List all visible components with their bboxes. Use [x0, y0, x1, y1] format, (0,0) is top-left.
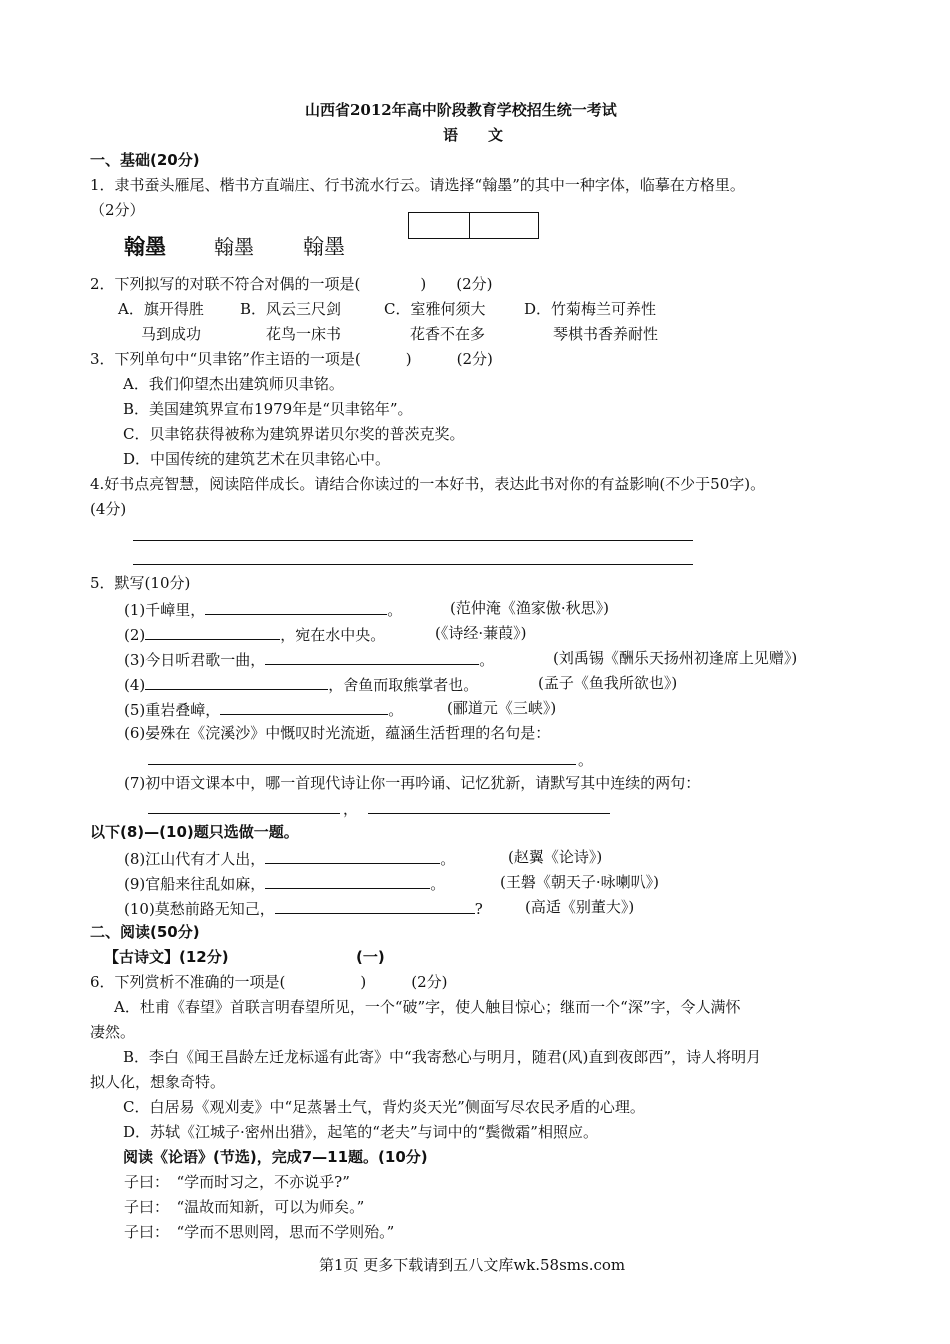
exam-title: 山西省2012年高中阶段教育学校招生统一考试	[305, 101, 617, 119]
q4-text: 4.好书点亮智慧，阅读陪伴成长。请结合你读过的一本好书，表达此书对你的有益影响(不少于50字)。	[90, 475, 766, 493]
analects-line-3: 子曰： “学而不思则罔，思而不学则殆。”	[124, 1223, 395, 1241]
q5-item-1-post: 。	[387, 601, 403, 619]
q5-item-4-post: ，舍鱼而取熊掌者也。	[328, 676, 479, 694]
q5-item-10-blank[interactable]	[275, 897, 475, 914]
q5-item-6-end: 。	[578, 751, 594, 769]
analects-line-1: 子曰： “学而时习之，不亦说乎?”	[124, 1173, 350, 1191]
analects-line-2: 子曰： “温故而知新，可以为师矣。”	[124, 1198, 365, 1216]
q2-option-b-line1: B．风云三尺剑	[240, 300, 342, 318]
q5-item-2	[124, 623, 385, 645]
section-1-heading: 一、基础(20分)	[90, 151, 200, 169]
q5-item-10-post: ?	[474, 900, 483, 918]
q3-option-c: C．贝聿铭获得被称为建筑界诺贝尔奖的普茨克奖。	[123, 425, 465, 443]
sample-xingshu: 翰墨	[303, 235, 345, 259]
q5-item-5-blank[interactable]	[220, 698, 388, 715]
q5-item-3-blank[interactable]	[265, 648, 479, 665]
q5-item-2-blank[interactable]	[145, 623, 280, 640]
q3-text: 3．下列单句中“贝聿铭”作主语的一项是( ) (2分)	[90, 350, 493, 368]
q5-item-7-blank-1[interactable]	[148, 813, 340, 814]
q6-option-a-line2: 凄然。	[90, 1023, 136, 1041]
q5-item-10-pre: (10)莫愁前路无知己，	[124, 900, 275, 918]
q3-option-a: A．我们仰望杰出建筑师贝聿铭。	[123, 375, 344, 393]
q5-item-9	[124, 872, 445, 894]
q2-option-d-line1: D．竹菊梅兰可养性	[524, 300, 657, 318]
q2-option-c-line2: 花香不在多	[410, 325, 486, 343]
page-footer: 第1页 更多下载请到五八文库wk.58sms.com	[319, 1256, 626, 1274]
q5-item-1-pre: (1)千嶂里，	[124, 601, 206, 619]
q5-item-6-blank[interactable]	[148, 764, 576, 765]
q5-item-5	[124, 698, 403, 720]
sample-lishu: 翰墨	[124, 235, 166, 259]
q5-item-8	[124, 847, 455, 869]
q5-item-2-pre: (2)	[124, 626, 146, 644]
q6-option-c: C．白居易《观刈麦》中“足蒸暑土气，背灼炎天光”侧面写尽农民矛盾的心理。	[123, 1098, 645, 1116]
section-2-heading: 二、阅读(50分)	[90, 923, 200, 941]
q5-item-10	[124, 897, 483, 919]
q6-option-a-line1: A．杜甫《春望》首联言明春望所见，一个“破”字，使人触目惊心；继而一个“深”字，令人满怀	[114, 998, 741, 1016]
q2-text: 2．下列拟写的对联不符合对偶的一项是( ) (2分)	[90, 275, 493, 293]
q5-item-4-source: (孟子《鱼我所欲也》)	[538, 674, 678, 692]
q6-option-d: D．苏轼《江城子·密州出猎》，起笔的“老夫”与词中的“鬓微霜”相照应。	[123, 1123, 598, 1141]
q5-item-7-comma: ，	[343, 800, 359, 818]
q6-option-b-line1: B．李白《闻王昌龄左迁龙标遥有此寄》中“我寄愁心与明月，随君(风)直到夜郎西”，诗人将明月	[123, 1048, 762, 1066]
q2-option-b-line2: 花鸟一床书	[266, 325, 342, 343]
q5-item-3-pre: (3)今日听君歌一曲，	[124, 651, 266, 669]
q5-item-4-pre: (4)	[124, 676, 146, 694]
q5-item-3	[124, 648, 494, 670]
q5-item-5-pre: (5)重岩叠嶂，	[124, 701, 221, 719]
q6-text: 6．下列赏析不准确的一项是( ) (2分)	[90, 973, 448, 991]
q3-option-d: D．中国传统的建筑艺术在贝聿铭心中。	[123, 450, 391, 468]
q5-item-6: (6)晏殊在《浣溪沙》中慨叹时光流逝，蕴涵生活哲理的名句是：	[124, 724, 551, 742]
copy-grid-cell-1[interactable]	[408, 212, 470, 239]
q5-item-9-blank[interactable]	[265, 872, 430, 889]
q4-score: (4分)	[90, 500, 127, 518]
q1-text: 1．隶书蚕头雁尾、楷书方直端庄、行书流水行云。请选择“翰墨”的其中一种字体，临摹在方格里。	[90, 176, 745, 194]
q5-item-7-blank-2[interactable]	[368, 813, 610, 814]
q5-item-8-post: 。	[440, 850, 456, 868]
sample-kaishu: 翰墨	[214, 235, 254, 259]
q6-option-b-line2: 拟人化，想象奇特。	[90, 1073, 226, 1091]
optional-note: 以下(8)—(10)题只选做一题。	[90, 823, 299, 841]
q5-item-8-source: (赵翼《论诗》)	[508, 848, 603, 866]
q2-option-c-line1: C．室雅何须大	[384, 300, 486, 318]
q2-option-d-line2: 琴棋书香养耐性	[553, 325, 659, 343]
q1-score: （2分）	[90, 201, 145, 219]
q5-item-8-pre: (8)江山代有才人出，	[124, 850, 266, 868]
q4-answer-line-1[interactable]	[133, 540, 693, 541]
q2-option-a-line1: A．旗开得胜	[118, 300, 204, 318]
q5-item-7: (7)初中语文课本中，哪一首现代诗让你一再吟诵、记忆犹新，请默写其中连续的两句：	[124, 774, 701, 792]
q4-answer-line-2[interactable]	[133, 564, 693, 565]
q5-item-9-pre: (9)官船来往乱如麻，	[124, 875, 266, 893]
q5-item-9-post: 。	[430, 875, 446, 893]
q5-item-4-blank[interactable]	[145, 673, 328, 690]
q5-item-10-source: (高适《别董大》)	[525, 898, 635, 916]
reading-heading: 阅读《论语》(节选)，完成7—11题。(10分)	[123, 1148, 428, 1166]
q2-option-a-line2: 马到成功	[141, 325, 202, 343]
q5-item-1	[124, 598, 402, 620]
q5-item-8-blank[interactable]	[265, 847, 440, 864]
q5-item-1-source: (范仲淹《渔家傲·秋思》)	[450, 599, 609, 617]
q5-item-4	[124, 673, 478, 695]
q5-item-3-source: (刘禹锡《酬乐天扬州初逢席上见赠》)	[553, 649, 798, 667]
q5-item-5-source: (郦道元《三峡》)	[447, 699, 557, 717]
q5-heading: 5．默写(10分)	[90, 574, 191, 592]
copy-grid-cell-2[interactable]	[469, 212, 539, 239]
q5-item-9-source: (王磐《朝天子·咏喇叭》)	[500, 873, 659, 891]
q5-item-3-post: 。	[479, 651, 495, 669]
q5-item-2-source: (《诗经·蒹葭》)	[435, 624, 527, 642]
q3-option-b: B．美国建筑界宣布1979年是“贝聿铭年”。	[123, 400, 413, 418]
q5-item-5-post: 。	[388, 701, 404, 719]
subject-title: 语 文	[443, 126, 504, 144]
q5-item-2-post: ，宛在水中央。	[280, 626, 386, 644]
q5-item-1-blank[interactable]	[205, 598, 387, 615]
part-one-label: (一)	[356, 948, 385, 966]
classical-heading: 【古诗文】(12分)	[104, 948, 229, 966]
